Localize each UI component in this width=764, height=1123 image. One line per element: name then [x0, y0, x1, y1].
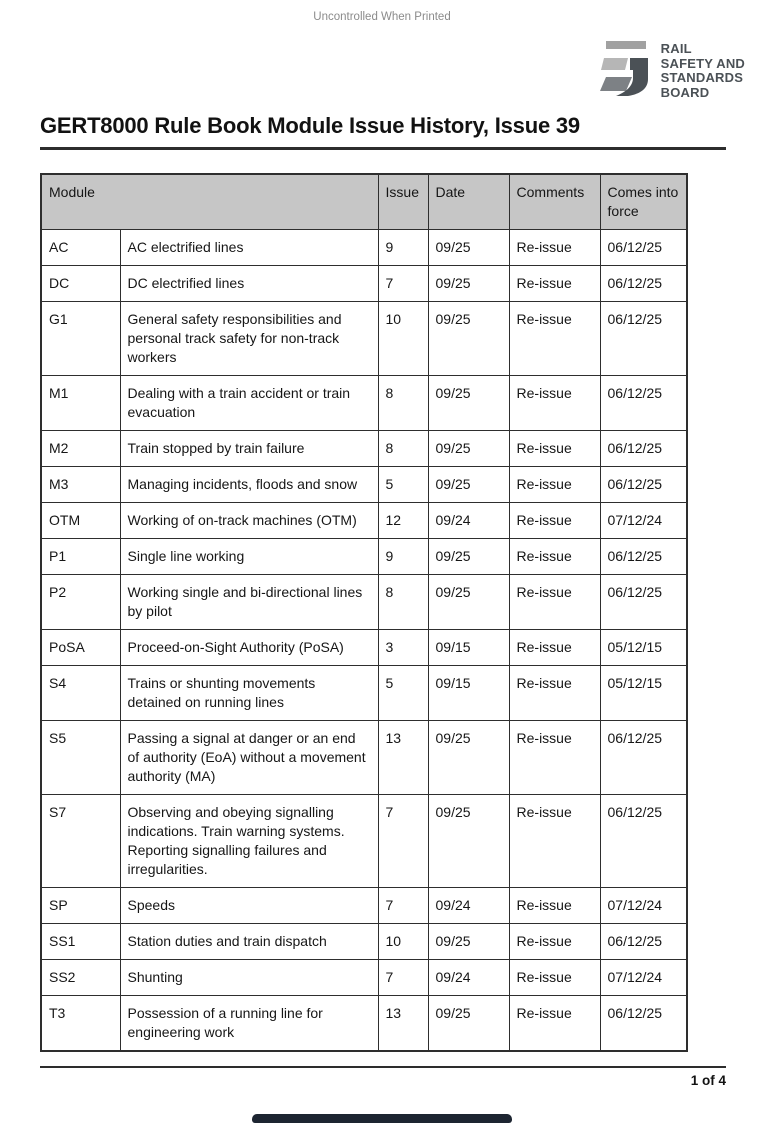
date-cell: 09/25 — [428, 996, 509, 1052]
module-code-cell: P2 — [41, 575, 120, 630]
page-title: GERT8000 Rule Book Module Issue History, Issue 39 — [40, 113, 580, 138]
module-description-cell: Observing and obeying signalling indications. Train warning systems. Reporting signalling failures and irregularities. — [120, 795, 378, 888]
watermark-text: Uncontrolled When Printed — [313, 11, 451, 23]
module-code-cell: OTM — [41, 503, 120, 539]
comments-cell: Re-issue — [509, 431, 600, 467]
comments-cell: Re-issue — [509, 960, 600, 996]
table-row — [41, 230, 687, 266]
module-description-cell: Working single and bi-directional lines by pilot — [120, 575, 378, 630]
table-row — [41, 302, 687, 376]
comments-cell: Re-issue — [509, 888, 600, 924]
module-code-cell: DC — [41, 266, 120, 302]
comments-cell: Re-issue — [509, 721, 600, 795]
module-description-cell: AC electrified lines — [120, 230, 378, 266]
table-row — [41, 503, 687, 539]
date-cell: 09/25 — [428, 302, 509, 376]
module-description-cell: Shunting — [120, 960, 378, 996]
date-cell: 09/25 — [428, 539, 509, 575]
table-row — [41, 960, 687, 996]
col-header-comes-into-force: Comes into force — [600, 174, 687, 230]
table-row — [41, 721, 687, 795]
comes-into-force-cell: 06/12/25 — [600, 795, 687, 888]
table-header — [41, 174, 687, 230]
module-code-cell: M1 — [41, 376, 120, 431]
table-row — [41, 996, 687, 1052]
table-header-row — [41, 174, 687, 230]
date-cell: 09/25 — [428, 924, 509, 960]
comments-cell: Re-issue — [509, 230, 600, 266]
comes-into-force-cell: 06/12/25 — [600, 230, 687, 266]
table-row — [41, 431, 687, 467]
comments-cell: Re-issue — [509, 467, 600, 503]
footer-rule — [40, 1066, 726, 1088]
issue-cell: 9 — [378, 539, 428, 575]
module-description-cell: Proceed-on-Sight Authority (PoSA) — [120, 630, 378, 666]
issue-cell: 8 — [378, 575, 428, 630]
comments-cell: Re-issue — [509, 539, 600, 575]
col-header-module: Module — [41, 174, 378, 230]
date-cell: 09/15 — [428, 630, 509, 666]
rssb-logo — [600, 39, 745, 100]
logo-line: SAFETY AND — [660, 55, 745, 71]
comments-cell: Re-issue — [509, 666, 600, 721]
comes-into-force-cell: 06/12/25 — [600, 376, 687, 431]
module-code-cell: P1 — [41, 539, 120, 575]
logo-line: STANDARDS — [660, 70, 744, 86]
home-indicator-bar — [252, 1114, 512, 1123]
rssb-logo-wordmark — [661, 39, 745, 100]
module-description-cell: Trains or shunting movements detained on running lines — [120, 666, 378, 721]
module-description-cell: General safety responsibilities and personal track safety for non-track workers — [120, 302, 378, 376]
module-description-cell: DC electrified lines — [120, 266, 378, 302]
page-number: 1 of 4 — [690, 1073, 726, 1088]
module-issue-history-table — [40, 173, 688, 1052]
date-cell: 09/25 — [428, 230, 509, 266]
comes-into-force-cell: 06/12/25 — [600, 539, 687, 575]
col-header-date: Date — [428, 174, 509, 230]
comments-cell: Re-issue — [509, 630, 600, 666]
table-row — [41, 888, 687, 924]
comments-cell: Re-issue — [509, 924, 600, 960]
rssb-logo-icon — [600, 39, 652, 97]
title-block — [40, 113, 726, 150]
date-cell: 09/25 — [428, 266, 509, 302]
comes-into-force-cell: 06/12/25 — [600, 924, 687, 960]
date-cell: 09/24 — [428, 503, 509, 539]
issue-cell: 5 — [378, 467, 428, 503]
comes-into-force-cell: 06/12/25 — [600, 721, 687, 795]
module-description-cell: Train stopped by train failure — [120, 431, 378, 467]
issue-cell: 3 — [378, 630, 428, 666]
issue-cell: 9 — [378, 230, 428, 266]
table-row — [41, 539, 687, 575]
comes-into-force-cell: 06/12/25 — [600, 302, 687, 376]
comes-into-force-cell: 05/12/15 — [600, 666, 687, 721]
issue-cell: 5 — [378, 666, 428, 721]
module-description-cell: Working of on-track machines (OTM) — [120, 503, 378, 539]
module-code-cell: PoSA — [41, 630, 120, 666]
module-code-cell: M3 — [41, 467, 120, 503]
comes-into-force-cell: 06/12/25 — [600, 575, 687, 630]
module-code-cell: SS2 — [41, 960, 120, 996]
issue-cell: 8 — [378, 376, 428, 431]
issue-cell: 8 — [378, 431, 428, 467]
comes-into-force-cell: 06/12/25 — [600, 266, 687, 302]
comes-into-force-cell: 06/12/25 — [600, 431, 687, 467]
issue-cell: 7 — [378, 795, 428, 888]
module-code-cell: G1 — [41, 302, 120, 376]
comments-cell: Re-issue — [509, 503, 600, 539]
logo-line: BOARD — [660, 84, 710, 100]
comments-cell: Re-issue — [509, 996, 600, 1052]
date-cell: 09/25 — [428, 721, 509, 795]
comments-cell: Re-issue — [509, 795, 600, 888]
date-cell: 09/25 — [428, 467, 509, 503]
table-row — [41, 924, 687, 960]
comes-into-force-cell: 05/12/15 — [600, 630, 687, 666]
table-row — [41, 630, 687, 666]
module-description-cell: Dealing with a train accident or train evacuation — [120, 376, 378, 431]
date-cell: 09/25 — [428, 575, 509, 630]
comes-into-force-cell: 07/12/24 — [600, 888, 687, 924]
table-row — [41, 666, 687, 721]
module-code-cell: M2 — [41, 431, 120, 467]
table-row — [41, 467, 687, 503]
module-description-cell: Single line working — [120, 539, 378, 575]
date-cell: 09/24 — [428, 960, 509, 996]
logo-line: RAIL — [660, 41, 692, 56]
issue-cell: 7 — [378, 888, 428, 924]
comes-into-force-cell: 06/12/25 — [600, 996, 687, 1052]
module-code-cell: SP — [41, 888, 120, 924]
date-cell: 09/25 — [428, 376, 509, 431]
module-description-cell: Passing a signal at danger or an end of authority (EoA) without a movement authority (MA) — [120, 721, 378, 795]
date-cell: 09/24 — [428, 888, 509, 924]
comes-into-force-cell: 06/12/25 — [600, 467, 687, 503]
module-code-cell: S7 — [41, 795, 120, 888]
module-table-body — [41, 230, 687, 1052]
table-row — [41, 795, 687, 888]
comments-cell: Re-issue — [509, 266, 600, 302]
module-code-cell: AC — [41, 230, 120, 266]
issue-cell: 10 — [378, 302, 428, 376]
issue-cell: 10 — [378, 924, 428, 960]
table-row — [41, 266, 687, 302]
table-row — [41, 575, 687, 630]
module-code-cell: S5 — [41, 721, 120, 795]
table-row — [41, 376, 687, 431]
module-description-cell: Station duties and train dispatch — [120, 924, 378, 960]
date-cell: 09/15 — [428, 666, 509, 721]
module-code-cell: SS1 — [41, 924, 120, 960]
comments-cell: Re-issue — [509, 302, 600, 376]
module-description-cell: Possession of a running line for engineering work — [120, 996, 378, 1052]
issue-cell: 7 — [378, 266, 428, 302]
col-header-comments: Comments — [509, 174, 600, 230]
comes-into-force-cell: 07/12/24 — [600, 503, 687, 539]
date-cell: 09/25 — [428, 431, 509, 467]
issue-cell: 12 — [378, 503, 428, 539]
issue-cell: 13 — [378, 996, 428, 1052]
comments-cell: Re-issue — [509, 575, 600, 630]
module-code-cell: S4 — [41, 666, 120, 721]
issue-cell: 13 — [378, 721, 428, 795]
issue-cell: 7 — [378, 960, 428, 996]
module-code-cell: T3 — [41, 996, 120, 1052]
comes-into-force-cell: 07/12/24 — [600, 960, 687, 996]
module-description-cell: Speeds — [120, 888, 378, 924]
comments-cell: Re-issue — [509, 376, 600, 431]
col-header-issue: Issue — [378, 174, 428, 230]
date-cell: 09/25 — [428, 795, 509, 888]
module-description-cell: Managing incidents, floods and snow — [120, 467, 378, 503]
